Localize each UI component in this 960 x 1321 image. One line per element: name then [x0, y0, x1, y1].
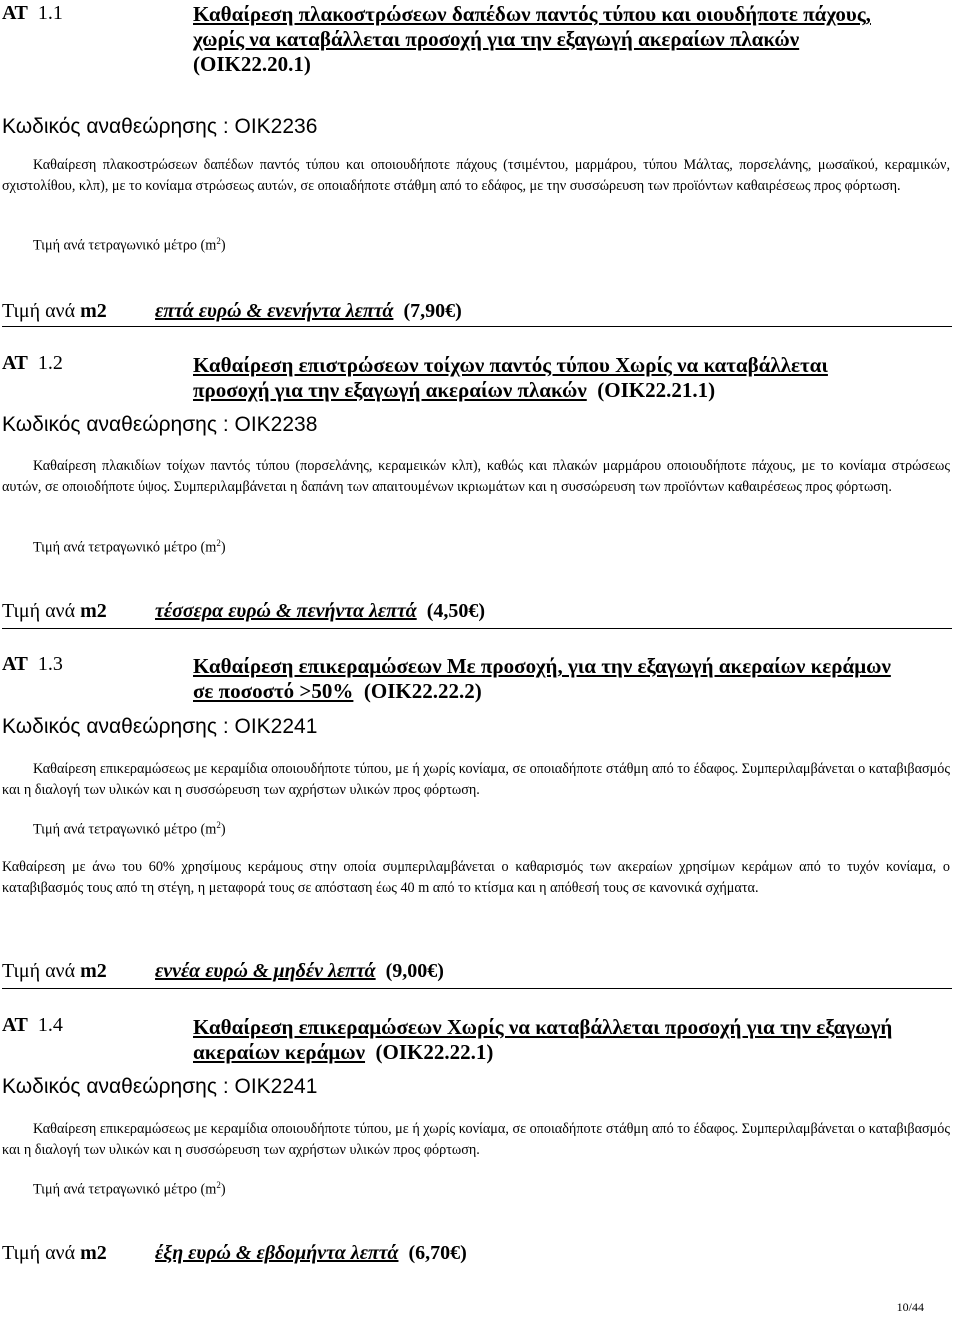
unit-label: Τιμή ανά τετραγωνικό μέτρο $(m^2)$	[33, 1180, 226, 1198]
revision-code: Κωδικός αναθεώρησης : ΟΙΚ2241	[2, 715, 318, 738]
divider	[2, 326, 952, 327]
item-title: Καθαίρεση επικεραμώσεων Με προσοχή, για την εξαγωγή ακεραίων κεράμων σε ποσοστό >50% (ΟΙΚ22.22.2)	[193, 654, 891, 703]
item-description: Καθαίρεση επικεραμώσεως με κεραμίδια οποιουδήποτε τύπου, με ή χωρίς κονίαμα, σε οποιαδήποτε στάθμη από το έδαφος. Συμπεριλαμβάνεται ο καταβιβασμός και η διαλογή των υλικών και η συσσώρευση των αχρήστων υλικών προς φόρτωση.	[2, 761, 950, 798]
unit-label: Τιμή ανά τετραγωνικό μέτρο $(m^2)$	[33, 820, 226, 838]
item-title: Καθαίρεση πλακοστρώσεων δαπέδων παντός τύπου και οιουδήποτε πάχους, χωρίς να καταβάλλεται προσοχή για την εξαγωγή ακεραίων πλακών (ΟΙΚ22.20.1)	[193, 2, 871, 76]
unit-label: Τιμή ανά τετραγωνικό μέτρο $(m^2)$	[33, 236, 226, 254]
item-code: ΑΤ 1.4	[2, 1014, 63, 1036]
divider	[2, 988, 952, 989]
item-code: ΑΤ 1.2	[2, 352, 63, 374]
revision-code: Κωδικός αναθεώρησης : ΟΙΚ2241	[2, 1075, 318, 1098]
unit-label: Τιμή ανά τετραγωνικό μέτρο $(m^2)$	[33, 538, 226, 556]
price-label: Τιμή ανά m2	[2, 300, 107, 322]
price-value: τέσσερα ευρώ & πενήντα λεπτά (4,50€)	[155, 600, 486, 622]
item-code: ΑΤ 1.1	[2, 2, 63, 24]
item-description: Καθαίρεση πλακοστρώσεων δαπέδων παντός τύπου και οποιουδήποτε πάχους (τσιμέντου, μαρμάρου, τύπου Μάλτας, πορσελάνης, μωσαϊκού, κεραμικών, σχιστολίθου, κλπ), με το κονίαμα στρώσεως αυτών, σε οποιαδήποτε στάθμη από το εδάφος, με την συσσώρευση των προϊόντων καθαιρέσεως προς φόρτωση.	[2, 157, 950, 194]
price-label: Τιμή ανά m2	[2, 600, 107, 622]
item-title: Καθαίρεση επιστρώσεων τοίχων παντός τύπου Χωρίς να καταβάλλεται προσοχή για την εξαγωγή ακεραίων πλακών (ΟΙΚ22.21.1)	[193, 353, 828, 402]
price-value: έξη ευρώ & εβδομήντα λεπτά (6,70€)	[155, 1242, 467, 1264]
item-code: ΑΤ 1.3	[2, 653, 63, 675]
price-value: επτά ευρώ & ενενήντα λεπτά (7,90€)	[155, 300, 462, 322]
price-value: εννέα ευρώ & μηδέν λεπτά (9,00€)	[155, 960, 444, 982]
revision-code: Κωδικός αναθεώρησης : ΟΙΚ2238	[2, 413, 318, 436]
item-note: Καθαίρεση με άνω του 60% χρησίμους κεράμους στην οποία συμπεριλαμβάνεται ο καθαρισμός των ακεραίων χρησίμων κεράμων από το τυχόν κονίαμα, ο καταβιβασμός τους από τη στέγη, η μεταφορά τους σε απόσταση έως 40 m από το κτίσμα και η απόθεσή τους σε κανονικά σχήματα.	[2, 859, 950, 896]
item-description: Καθαίρεση πλακιδίων τοίχων παντός τύπου (πορσελάνης, κεραμεικών κλπ), καθώς και πλακών μαρμάρου οποιουδήποτε πάχους, με το κονίαμα στρώσεως αυτών, σε οποιοδήποτε ύψος. Συμπεριλαμβάνεται η δαπάνη των απαιτουμένων ικριωμάτων και η συσσώρευση των προϊόντων καθαιρέσεως προς φόρτωση.	[2, 458, 950, 495]
revision-code: Κωδικός αναθεώρησης : ΟΙΚ2236	[2, 115, 318, 138]
price-label: Τιμή ανά m2	[2, 960, 107, 982]
divider	[2, 628, 952, 629]
item-description: Καθαίρεση επικεραμώσεως με κεραμίδια οποιουδήποτε τύπου, με ή χωρίς κονίαμα, σε οποιαδήποτε στάθμη από το έδαφος. Συμπεριλαμβάνεται ο καταβιβασμός και η διαλογή των υλικών και η συσσώρευση των αχρήστων υλικών προς φόρτωση.	[2, 1121, 950, 1158]
price-label: Τιμή ανά m2	[2, 1242, 107, 1264]
page-number: 10/44	[896, 1300, 924, 1314]
item-title: Καθαίρεση επικεραμώσεων Χωρίς να καταβάλλεται προσοχή για την εξαγωγή ακεραίων κεράμων (ΟΙΚ22.22.1)	[193, 1015, 893, 1064]
